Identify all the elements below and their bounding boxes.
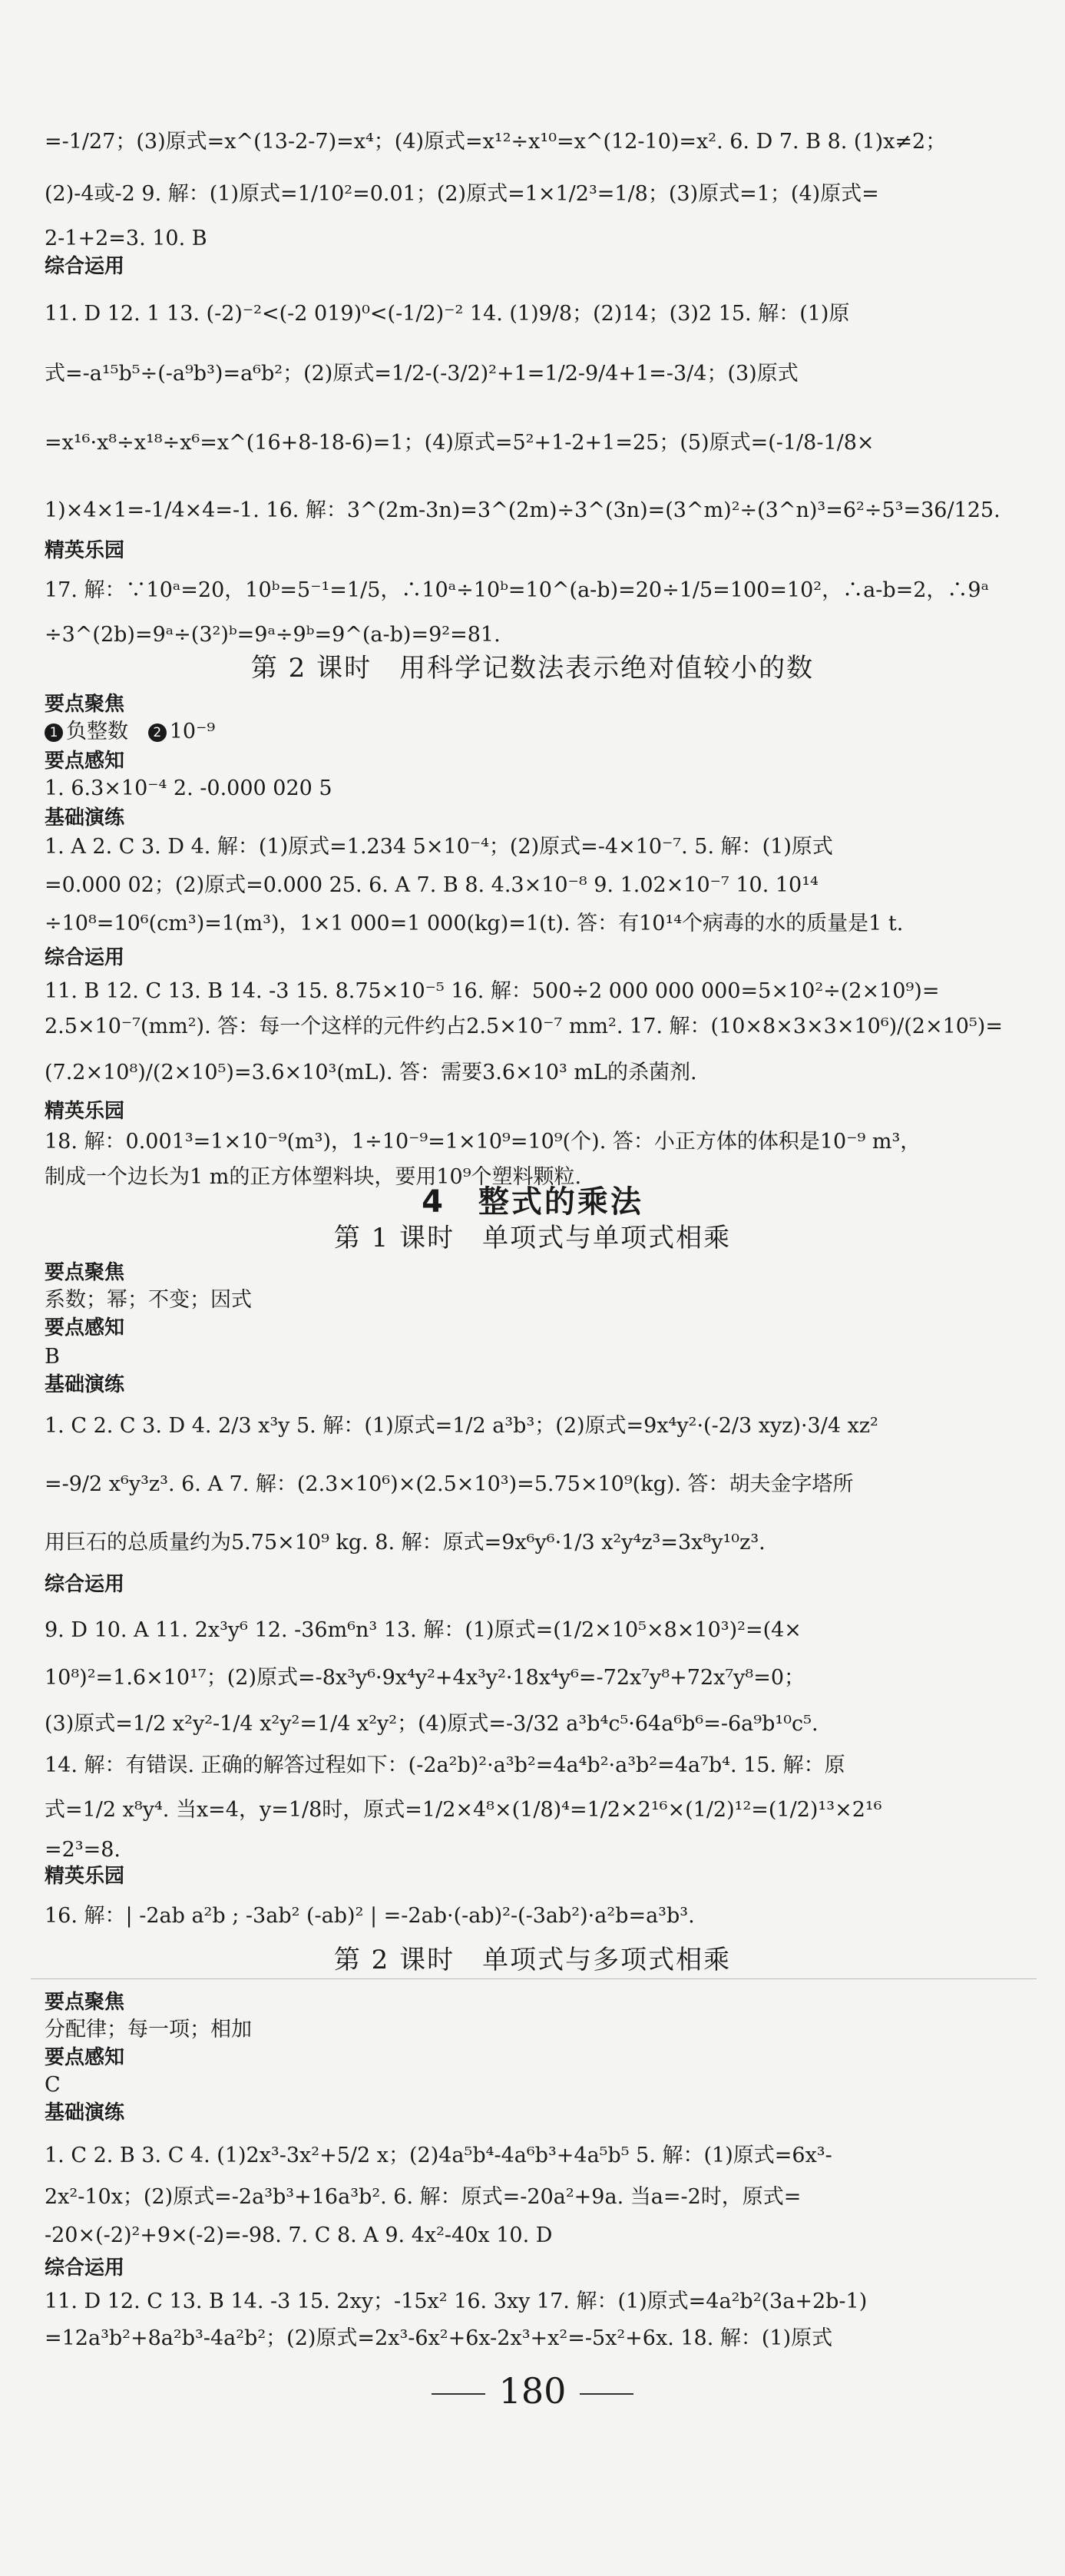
text-line: =12a³b²+8a²b³-4a²b²；(2)原式=2x³-6x²+6x-2x³+x²=-5x²+6x. 18. 解：(1)原式 xyxy=(45,2326,833,2350)
page-number xyxy=(0,2369,1065,2412)
lesson-title: 第 2 课时 单项式与多项式相乘 xyxy=(333,1945,732,1975)
text-line: 9. D 10. A 11. 2x³y⁶ 12. -36m⁶n³ 13. 解：(1)原式=(1/2×10⁵×8×10³)²=(4× xyxy=(45,1618,802,1642)
text-line: -20×(-2)²+9×(-2)=-98. 7. C 8. A 9. 4x²-40x 10. D xyxy=(45,2223,553,2247)
section-heading: 综合运用 xyxy=(45,946,125,969)
number-badge: 1 xyxy=(45,723,63,742)
section-heading: 基础演练 xyxy=(45,1373,125,1396)
section-heading: 要点聚焦 xyxy=(45,1261,125,1284)
text-line: =2³=8. xyxy=(45,1838,121,1862)
section-heading: 要点聚焦 xyxy=(45,1991,125,2014)
section-heading: 精英乐园 xyxy=(45,1865,125,1888)
text-line: 17. 解：∵10ᵃ=20，10ᵇ=5⁻¹=1/5，∴10ᵃ÷10ᵇ=10^(a-b)=20÷1/5=100=10²，∴a-b=2，∴9ᵃ xyxy=(45,578,990,602)
text-line: =0.000 02；(2)原式=0.000 25. 6. A 7. B 8. 4.3×10⁻⁸ 9. 1.02×10⁻⁷ 10. 10¹⁴ xyxy=(45,873,819,897)
text-line: =-9/2 x⁶y³z³. 6. A 7. 解：(2.3×10⁶)×(2.5×10³)=5.75×10⁹(kg). 答：胡夫金字塔所 xyxy=(45,1472,854,1496)
text-line: 2.5×10⁻⁷(mm²). 答：每一个这样的元件约占2.5×10⁻⁷ mm². 17. 解：(10×8×3×3×10⁶)/(2×10⁵)= xyxy=(45,1015,1003,1038)
text-line: (2)-4或-2 9. 解：(1)原式=1/10²=0.01；(2)原式=1×1/2³=1/8；(3)原式=1；(4)原式= xyxy=(45,182,879,206)
text-line: 1. A 2. C 3. D 4. 解：(1)原式=1.234 5×10⁻⁴；(2)原式=-4×10⁻⁷. 5. 解：(1)原式 xyxy=(45,835,833,859)
section-heading: 要点感知 xyxy=(45,750,125,773)
section-heading: 精英乐园 xyxy=(45,539,125,562)
number-badge: 2 xyxy=(148,723,167,742)
text-line: 1. C 2. B 3. C 4. (1)2x³-3x²+5/2 x；(2)4a⁵b⁴-4a⁶b³+4a⁵b⁵ 5. 解：(1)原式=6x³- xyxy=(45,2144,832,2167)
focus-line xyxy=(45,719,1020,745)
text-line: ÷3^(2b)=9ᵃ÷(3²)ᵇ=9ᵃ÷9ᵇ=9^(a-b)=9²=81. xyxy=(45,623,501,647)
text-line: 式=1/2 x⁸y⁴. 当x=4，y=1/8时，原式=1/2×4⁸×(1/8)⁴=1/2×2¹⁶×(1/2)¹²=(1/2)¹³×2¹⁶ xyxy=(45,1798,882,1822)
text-line: =x¹⁶·x⁸÷x¹⁸÷x⁶=x^(16+8-18-6)=1；(4)原式=5²+1-2+1=25；(5)原式=(-1/8-1/8× xyxy=(45,431,875,455)
text-line: (7.2×10⁸)/(2×10⁵)=3.6×10³(mL). 答：需要3.6×10³ mL的杀菌剂. xyxy=(45,1061,697,1084)
section-heading: 要点感知 xyxy=(45,2046,125,2069)
section-heading: 要点聚焦 xyxy=(45,693,125,716)
section-heading: 精英乐园 xyxy=(45,1100,125,1123)
lesson-title: 第 1 课时 单项式与单项式相乘 xyxy=(333,1223,732,1253)
chapter-title: 4 整式的乘法 xyxy=(422,1184,643,1220)
section-heading: 综合运用 xyxy=(45,1573,125,1596)
text-line: 1. 6.3×10⁻⁴ 2. -0.000 020 5 xyxy=(45,776,332,800)
section-heading: 基础演练 xyxy=(45,806,125,829)
page-number-dash xyxy=(580,2393,633,2395)
text-line: 11. B 12. C 13. B 14. -3 15. 8.75×10⁻⁵ 16. 解：500÷2 000 000 000=5×10²÷(2×10⁹)= xyxy=(45,979,940,1003)
section-heading: 综合运用 xyxy=(45,255,125,278)
focus-text: 10⁻⁹ xyxy=(169,720,216,743)
text-line: 系数；幂；不变；因式 xyxy=(45,1288,252,1312)
text-line: 18. 解：0.001³=1×10⁻⁹(m³)，1÷10⁻⁹=1×10⁹=10⁹(个). 答：小正方体的体积是10⁻⁹ m³， xyxy=(45,1130,921,1154)
text-line: 1)×4×1=-1/4×4=-1. 16. 解：3^(2m-3n)=3^(2m)÷3^(3n)=(3^m)²÷(3^n)³=6²÷5³=36/125. xyxy=(45,498,1001,522)
text-line: 10⁸)²=1.6×10¹⁷；(2)原式=-8x³y⁶·9x⁴y²+4x³y²·18x⁴y⁶=-72x⁷y⁸+72x⁷y⁸=0； xyxy=(45,1666,805,1690)
section-heading: 要点感知 xyxy=(45,1316,125,1339)
page-number-dash xyxy=(432,2393,485,2395)
page-number-text: 180 xyxy=(498,2370,567,2412)
text-line: 制成一个边长为1 m的正方体塑料块，要用10⁹个塑料颗粒. xyxy=(45,1165,582,1189)
text-line: 式=-a¹⁵b⁵÷(-a⁹b³)=a⁶b²；(2)原式=1/2-(-3/2)²+1=1/2-9/4+1=-3/4；(3)原式 xyxy=(45,362,799,386)
text-line: 14. 解：有错误. 正确的解答过程如下：(-2a²b)²·a³b²=4a⁴b²·a³b²=4a⁷b⁴. 15. 解：原 xyxy=(45,1753,845,1777)
text-line: C xyxy=(45,2073,61,2097)
text-line: 2-1+2=3. 10. B xyxy=(45,227,207,250)
text-line: 11. D 12. 1 13. (-2)⁻²<(-2 019)⁰<(-1/2)⁻² 14. (1)9/8；(2)14；(3)2 15. 解：(1)原 xyxy=(45,302,850,326)
text-line: =-1/27；(3)原式=x^(13-2-7)=x⁴；(4)原式=x¹²÷x¹⁰=x^(12-10)=x². 6. D 7. B 8. (1)x≠2； xyxy=(45,130,947,154)
lesson-title: 第 2 课时 用科学记数法表示绝对值较小的数 xyxy=(250,653,815,684)
focus-text: 负整数 xyxy=(66,720,128,743)
text-line: (3)原式=1/2 x²y²-1/4 x²y²=1/4 x²y²；(4)原式=-3/32 a³b⁴c⁵·64a⁶b⁶=-6a⁹b¹⁰c⁵. xyxy=(45,1712,819,1736)
section-heading: 基础演练 xyxy=(45,2101,125,2124)
section-heading: 综合运用 xyxy=(45,2256,125,2280)
text-line: 用巨石的总质量约为5.75×10⁹ kg. 8. 解：原式=9x⁶y⁶·1/3 x²y⁴z³=3x⁸y¹⁰z³. xyxy=(45,1531,766,1555)
text-line: 1. C 2. C 3. D 4. 2/3 x³y 5. 解：(1)原式=1/2 a³b³；(2)原式=9x⁴y²·(-2/3 xyz)·3/4 xz² xyxy=(45,1414,878,1438)
text-line: B xyxy=(45,1345,60,1369)
divider xyxy=(31,1978,1037,1979)
text-line: 16. 解：| -2ab a²b ; -3ab² (-ab)² | =-2ab·(-ab)²-(-3ab²)·a²b=a³b³. xyxy=(45,1904,695,1928)
text-line: 2x²-10x；(2)原式=-2a³b³+16a³b². 6. 解：原式=-20a²+9a. 当a=-2时，原式= xyxy=(45,2185,802,2209)
text-line: ÷10⁸=10⁶(cm³)=1(m³)，1×1 000=1 000(kg)=1(t). 答：有10¹⁴个病毒的水的质量是1 t. xyxy=(45,912,904,935)
text-line: 分配律；每一项；相加 xyxy=(45,2018,252,2041)
text-line: 11. D 12. C 13. B 14. -3 15. 2xy；-15x² 16. 3xy 17. 解：(1)原式=4a²b²(3a+2b-1) xyxy=(45,2290,868,2313)
